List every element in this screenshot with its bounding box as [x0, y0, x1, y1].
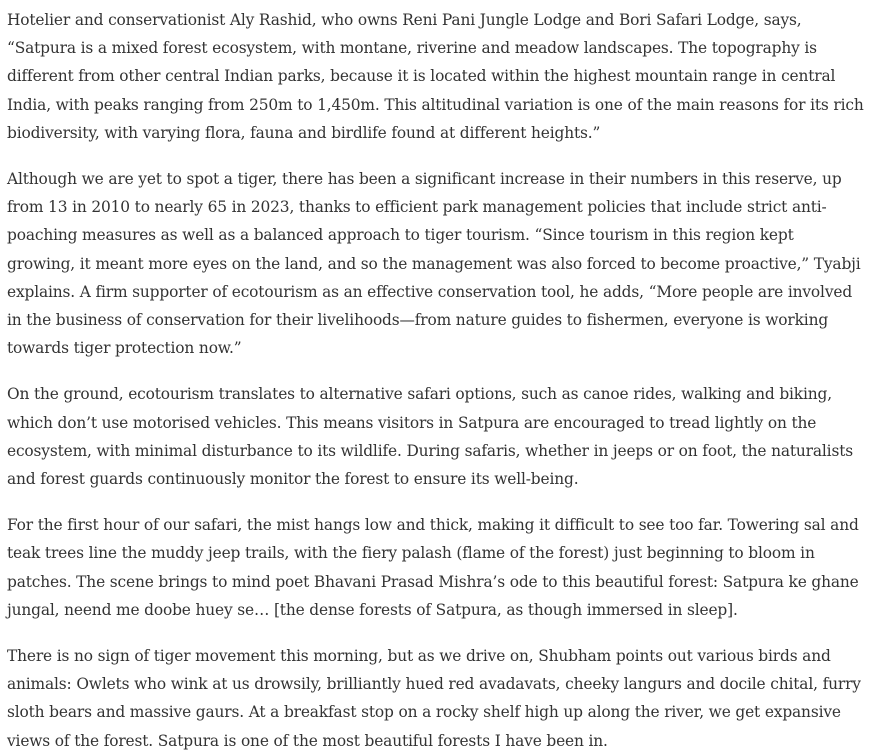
paragraph-birds-animals: There is no sign of tiger movement this morning, but as we drive on, Shubham points out various birds and animals: Owlets who wink at us drowsily, brilliantly hued red avadavats, cheeky langurs and docile chital, furry sloth bears and massive gaurs. At a breakfast stop on a rocky shelf high up along the river, we get expansive views of the forest. Satpura is one of the most beautiful forests I have been in. — [7, 647, 861, 750]
paragraph-ecotourism: On the ground, ecotourism translates to alternative safari options, such as canoe rides, walking and biking, which don’t use motorised vehicles. This means visitors in Satpura are encouraged to tread lightly on the ecosystem, with minimal disturbance to its wildlife. During safaris, whether in jeeps or on foot, the naturalists and forest guards continuously monitor the forest to ensure its well-being. — [7, 385, 853, 489]
article-body — [7, 6, 865, 755]
paragraph-tiger-numbers: Although we are yet to spot a tiger, there has been a significant increase in their numbers in this reserve, up from 13 in 2010 to nearly 65 in 2023, thanks to efficient park management policies that include strict anti-poaching measures as well as a balanced approach to tiger tourism. “Since tourism in this region kept growing, it meant more eyes on the land, and so the management was also forced to become proactive,” Tyabji explains. A firm supporter of ecotourism as an effective conservation tool, he adds, “More people are involved in the business of conservation for their livelihoods—from nature guides to fishermen, everyone is working towards tiger protection now.” — [7, 170, 861, 358]
paragraph-safari-mist: For the first hour of our safari, the mist hangs low and thick, making it difficult to see too far. Towering sal and teak trees line the muddy jeep trails, with the fiery palash (flame of the forest) just beginning to bloom in patches. The scene brings to mind poet Bhavani Prasad Mishra’s ode to this beautiful forest: Satpura ke ghane jungal, neend me doobe huey se… [the dense forests of Satpura, as though immersed in sleep]. — [7, 516, 859, 619]
paragraph-aly-rashid-quote: Hotelier and conservationist Aly Rashid, who owns Reni Pani Jungle Lodge and Bori Safari Lodge, says, “Satpura is a mixed forest ecosystem, with montane, riverine and meadow landscapes. The topography is different from other central Indian parks, because it is located within the highest mountain range in central India, with peaks ranging from 250m to 1,450m. This altitudinal variation is one of the main reasons for its rich biodiversity, with varying flora, fauna and birdlife found at different heights.” — [7, 11, 864, 142]
